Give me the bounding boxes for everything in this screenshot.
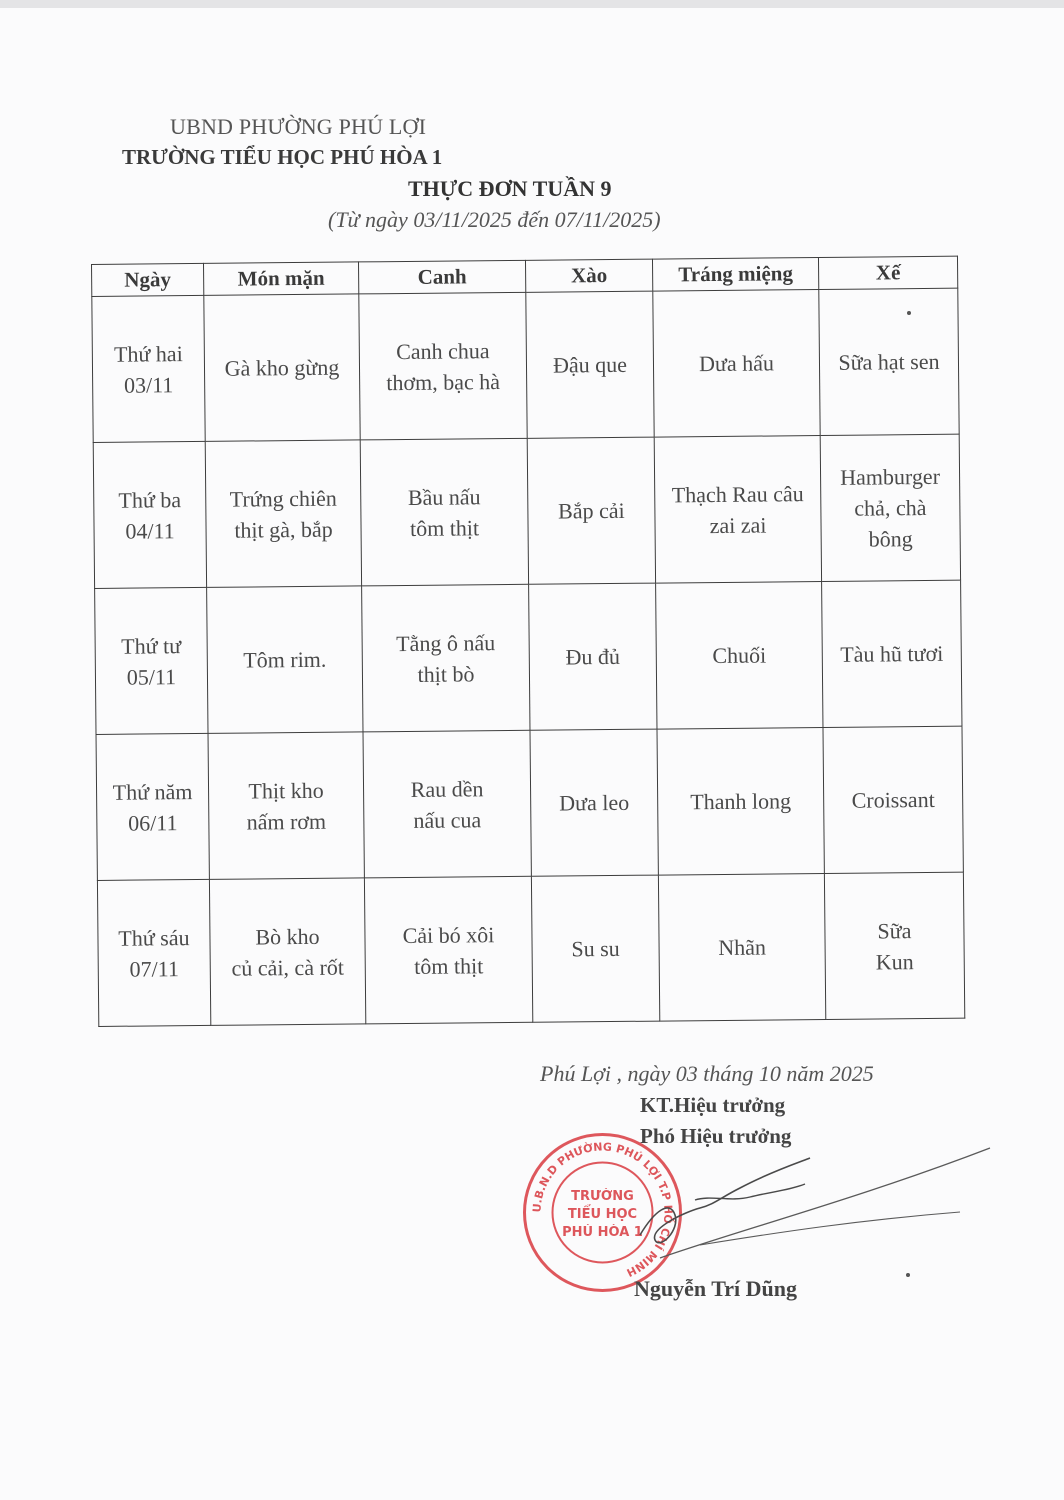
column-header-stir-fry: Xào — [525, 259, 652, 292]
column-header-snack: Xế — [818, 256, 957, 289]
column-header-main-dish: Món mặn — [203, 262, 358, 295]
svg-text:PHÚ HÒA 1: PHÚ HÒA 1 — [562, 1225, 643, 1240]
svg-text:TRƯỜNG: TRƯỜNG — [571, 1189, 634, 1204]
page-title: THỰC ĐƠN TUẦN 9 — [408, 176, 612, 201]
table-row — [92, 288, 959, 442]
table-cell: Su su — [531, 875, 659, 1022]
org-line-1: UBND PHƯỜNG PHÚ LỢI — [170, 114, 427, 139]
column-header-dessert: Tráng miệng — [652, 258, 818, 292]
org-line-2: TRƯỜNG TIỂU HỌC PHÚ HÒA 1 — [122, 145, 443, 169]
table-cell: Sữa Kun — [824, 872, 964, 1019]
table-cell: Thứ tư 05/11 — [95, 587, 208, 734]
table-cell: Hamburger chả, chà bông — [820, 434, 960, 581]
table-cell: Bầu nấu tôm thịt — [360, 438, 528, 586]
table-cell: Bò kho củ cải, cà rốt — [209, 878, 365, 1025]
table-cell: Thứ sáu 07/11 — [97, 879, 210, 1026]
table-row — [95, 580, 962, 734]
menu-table — [91, 256, 965, 1027]
handwritten-signature — [600, 1140, 1000, 1280]
table-cell: Đậu que — [526, 291, 654, 438]
date-range: (Từ ngày 03/11/2025 đến 07/11/2025) — [328, 207, 661, 232]
table-cell: Thịt kho nấm rơm — [208, 732, 364, 879]
signing-date: Phú Lợi , ngày 03 tháng 10 năm 2025 — [540, 1061, 874, 1086]
signer-name: Nguyễn Trí Dũng — [634, 1276, 798, 1301]
table-cell: Gà kho gừng — [204, 294, 360, 441]
table-cell: Đu đủ — [529, 583, 657, 730]
table-cell: Canh chua thơm, bạc hà — [359, 292, 527, 440]
table-cell: Thứ ba 04/11 — [93, 441, 206, 588]
table-cell: Trứng chiên thịt gà, bắp — [205, 440, 361, 587]
column-header-day: Ngày — [92, 263, 204, 296]
table-cell: Tôm rim. — [207, 586, 363, 733]
table-cell: Dưa hấu — [653, 290, 820, 438]
table-cell: Croissant — [823, 726, 963, 873]
table-cell: Cải bó xôi tôm thịt — [364, 876, 532, 1024]
table-row — [93, 434, 960, 588]
table-cell: Sữa hạt sen — [819, 288, 959, 435]
svg-text:TIỂU HỌC: TIỂU HỌC — [567, 1207, 638, 1222]
table-row — [96, 726, 963, 880]
table-cell: Tằng ô nấu thịt bò — [362, 584, 530, 732]
table-cell: Tàu hũ tươi — [822, 580, 962, 727]
paper-speck — [907, 311, 911, 315]
signer-role-secondary: Phó Hiệu trưởng — [640, 1124, 792, 1148]
table-cell: Dưa leo — [530, 729, 658, 876]
column-header-soup: Canh — [358, 260, 525, 294]
signer-role-primary: KT.Hiệu trưởng — [640, 1093, 786, 1117]
table-cell: Bắp cải — [527, 437, 655, 584]
table-cell: Thạch Rau câu zai zai — [654, 436, 821, 584]
table-cell: Nhãn — [658, 873, 825, 1021]
table-row — [97, 872, 964, 1026]
table-cell: Thanh long — [657, 727, 824, 875]
svg-text:U.B.N.D PHƯỜNG PHÚ LỢI T.P HỒ: U.B.N.D PHƯỜNG PHÚ LỢI T.P HỒ CHÍ MINH — [530, 1140, 675, 1280]
top-edge — [0, 0, 1064, 8]
table-cell: Chuối — [656, 582, 823, 730]
paper-speck — [906, 1273, 910, 1277]
table-cell: Thứ hai 03/11 — [92, 295, 205, 442]
table-cell: Thứ năm 06/11 — [96, 733, 209, 880]
table-cell: Rau dền nấu cua — [363, 730, 531, 878]
